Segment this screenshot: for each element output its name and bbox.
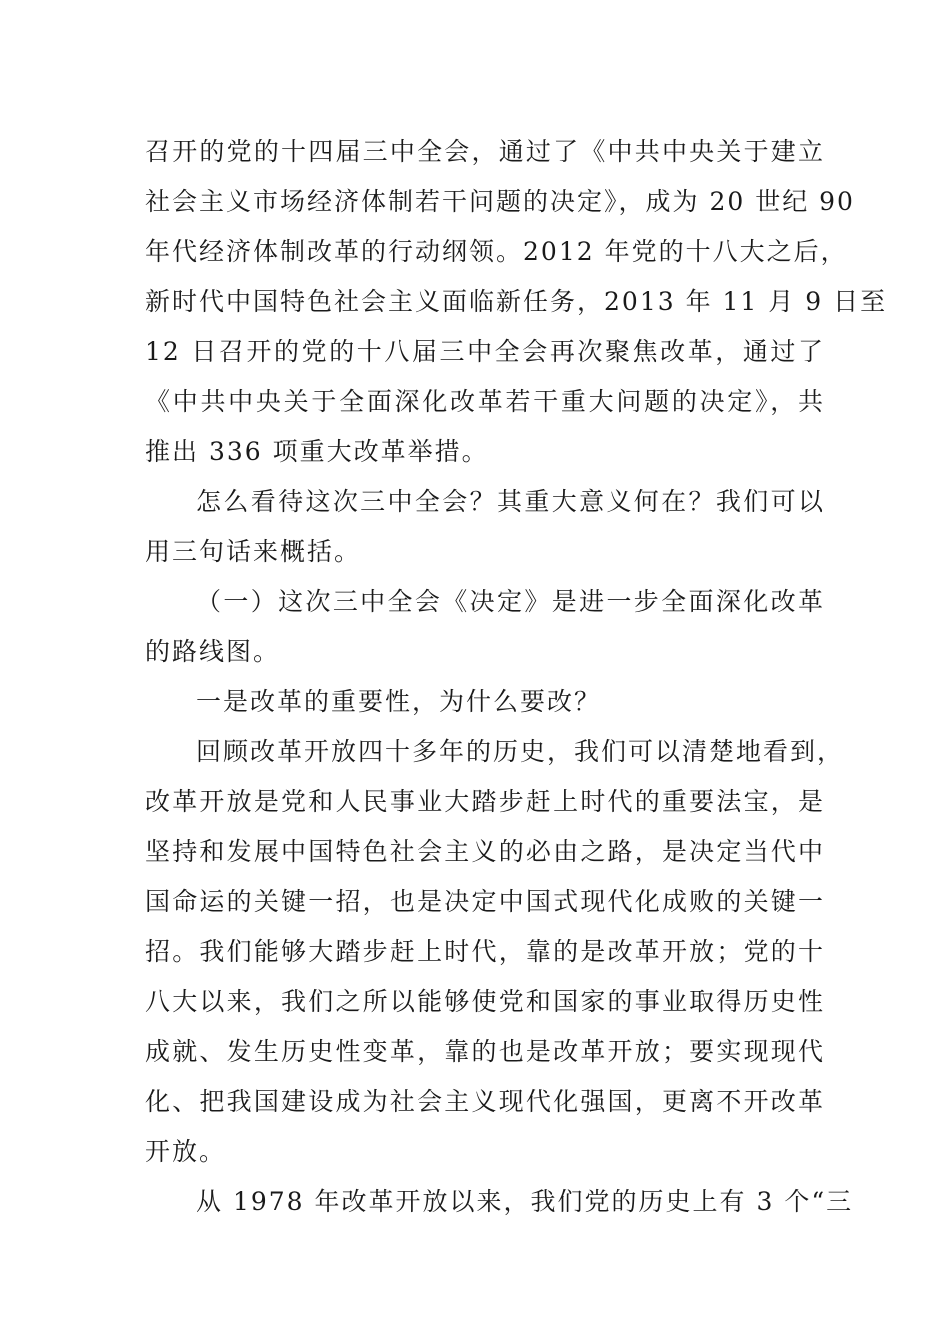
text-line: 国命运的关键一招，也是决定中国式现代化成败的关键一 [145,887,825,916]
text-line: 坚持和发展中国特色社会主义的必由之路，是决定当代中 [145,837,825,866]
text-line: 回顾改革开放四十多年的历史，我们可以清楚地看到， [196,737,845,766]
text-line: 开放。 [145,1137,227,1166]
text-line: 用三句话来概括。 [145,537,362,566]
text-line: 召开的党的十四届三中全会，通过了《中共中央关于建立 [145,137,825,166]
text-line: 改革开放是党和人民事业大踏步赶上时代的重要法宝，是 [145,787,825,816]
text-line: 年代经济体制改革的行动纲领。2012 年党的十八大之后， [145,237,848,266]
text-line: 12 日召开的党的十八届三中全会再次聚焦改革，通过了 [145,337,825,366]
text-line: 成就、发生历史性变革，靠的也是改革开放；要实现现代 [145,1037,825,1066]
section-heading: 的路线图。 [145,637,281,666]
text-line: 推出 336 项重大改革举措。 [145,437,489,466]
text-line: 《中共中央关于全面深化改革若干重大问题的决定》，共 [145,387,825,416]
text-line: 新时代中国特色社会主义面临新任务，2013 年 11 月 9 日至 [145,287,888,316]
section-heading: （一）这次三中全会《决定》是进一步全面深化改革 [196,587,825,616]
subheading: 一是改革的重要性，为什么要改？ [196,687,602,716]
text-line: 从 1978 年改革开放以来，我们党的历史上有 3 个“三 [196,1187,854,1216]
text-line: 化、把我国建设成为社会主义现代化强国，更离不开改革 [145,1087,825,1116]
text-line: 八大以来，我们之所以能够使党和国家的事业取得历史性 [145,987,825,1016]
text-line: 社会主义市场经济体制若干问题的决定》，成为 20 世纪 90 [145,187,855,216]
text-line: 怎么看待这次三中全会？其重大意义何在？我们可以 [196,487,825,516]
text-line: 招。我们能够大踏步赶上时代，靠的是改革开放；党的十 [145,937,825,966]
